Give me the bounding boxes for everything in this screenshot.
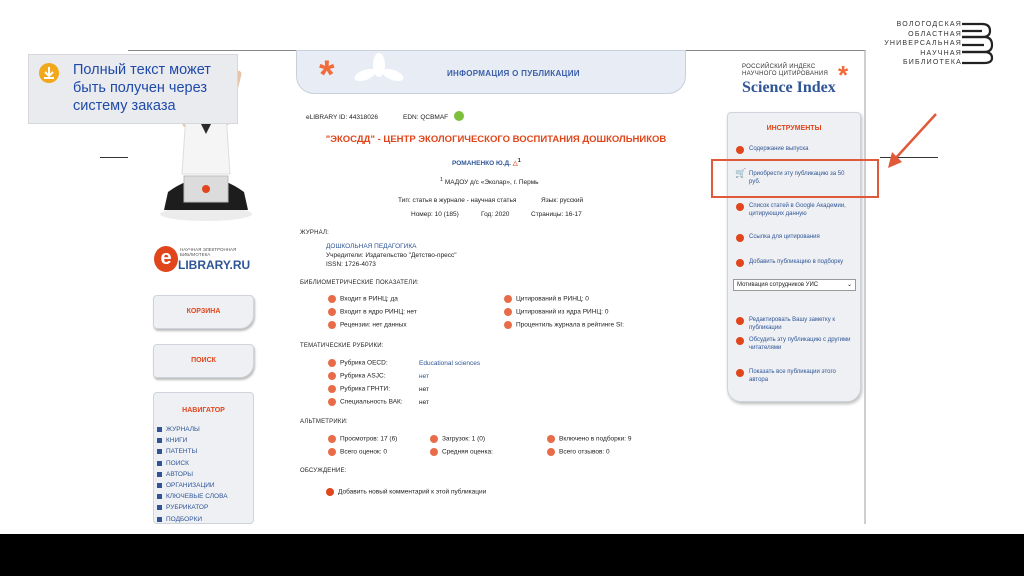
rubric-item — [328, 385, 390, 393]
navigator-item-keywords[interactable]: КЛЮЧЕВЫЕ СЛОВА — [154, 491, 253, 502]
chevron-down-icon: ⌄ — [846, 282, 852, 288]
navigator-item-journals[interactable]: ЖУРНАЛЫ — [154, 424, 253, 435]
journal-section-title: ЖУРНАЛ: — [300, 230, 329, 236]
publication-type: Тип: статья в журнале - научная статья — [398, 197, 517, 204]
metric-text: Входит в РИНЦ: да — [340, 295, 398, 303]
navigator-title: НАВИГАТОР — [182, 407, 225, 414]
navigator-panel — [153, 392, 254, 524]
help-icon[interactable] — [430, 435, 438, 443]
rubric-value-link[interactable]: нет — [419, 373, 429, 380]
altmetric-text: Включено в подборки: 9 — [559, 435, 632, 443]
tool-label: Приобрести эту публикацию за 50 руб. — [749, 171, 845, 185]
altmetric-item — [328, 448, 387, 456]
help-icon[interactable] — [504, 295, 512, 303]
divider-left — [100, 157, 128, 158]
navigator-item-collections[interactable]: ПОДБОРКИ — [154, 514, 253, 525]
help-icon[interactable] — [328, 385, 336, 393]
metric-text: Рецензии: нет данных — [340, 321, 407, 329]
metric-item — [504, 295, 589, 303]
play-icon — [736, 369, 744, 377]
arrow-icon — [880, 112, 940, 172]
tool-discuss[interactable] — [736, 337, 856, 352]
add-comment-link[interactable] — [326, 488, 486, 496]
affiliation[interactable]: МАДОУ д/с «Эколар», г. Пермь — [444, 179, 539, 187]
navigator-item-books[interactable]: КНИГИ — [154, 435, 253, 446]
science-index-line: РОССИЙСКИЙ ИНДЕКС — [742, 64, 816, 70]
add-comment-text: Добавить новый комментарий к этой публикации — [338, 488, 487, 496]
navigator-item-organizations[interactable]: ОРГАНИЗАЦИИ — [154, 480, 253, 491]
help-icon[interactable] — [430, 448, 438, 456]
cart-icon: 🛒 — [735, 168, 747, 178]
metric-text: Цитирований из ядра РИНЦ: 0 — [516, 308, 609, 316]
rubric-item — [328, 372, 385, 380]
altmetrics-section-title: АЛЬТМЕТРИКИ: — [300, 419, 348, 425]
tool-issue-contents[interactable] — [736, 146, 856, 154]
altmetric-item — [430, 448, 493, 456]
tool-label: Добавить публикацию в подборку — [749, 259, 844, 265]
rubric-label: Рубрика OECD: — [340, 359, 388, 367]
journal-issn: ISSN: 1726-4073 — [326, 261, 376, 268]
rubric-label: Специальность ВАК: — [340, 398, 403, 406]
metric-text: Входит в ядро РИНЦ: нет — [340, 308, 417, 316]
library-logo-line: ОБЛАСТНАЯ — [908, 30, 962, 38]
publication-language: Язык: русский — [541, 197, 584, 204]
tool-label: Обсудить эту публикацию с другими читателями — [749, 337, 851, 351]
tool-label: Ссылка для цитирования — [749, 234, 820, 240]
elibrary-tagline-line: НАУЧНАЯ ЭЛЕКТРОННАЯ — [180, 247, 237, 252]
help-icon[interactable] — [328, 448, 336, 456]
download-icon — [39, 63, 59, 83]
rubric-label: Рубрика ASJC: — [340, 372, 386, 380]
navigator-item-patents[interactable]: ПАТЕНТЫ — [154, 446, 253, 457]
library-logo-line: НАУЧНАЯ — [920, 49, 962, 57]
help-icon[interactable] — [328, 295, 336, 303]
rubric-value: нет — [419, 386, 429, 393]
collection-select[interactable] — [733, 279, 856, 291]
help-icon[interactable] — [504, 321, 512, 329]
metric-item — [328, 308, 417, 316]
rubric-value-link[interactable]: Educational sciences — [419, 360, 481, 367]
library-logo-line: УНИВЕРСАЛЬНАЯ — [884, 40, 962, 47]
affiliation-sup: 1 — [440, 177, 444, 183]
help-icon[interactable] — [328, 359, 336, 367]
altmetric-item — [328, 435, 397, 443]
asterisk-shape-icon — [349, 51, 409, 91]
banner-title: ИНФОРМАЦИЯ О ПУБЛИКАЦИИ — [447, 69, 580, 78]
play-icon — [736, 146, 744, 154]
publication-info-banner — [296, 50, 686, 97]
help-icon[interactable] — [328, 321, 336, 329]
tool-label: Содержание выпуска — [749, 146, 809, 152]
altmetric-text: Загрузок: 1 (0) — [442, 435, 486, 443]
highlight-box — [711, 159, 879, 198]
metric-item — [328, 321, 407, 329]
altmetric-text: Средняя оценка: — [442, 448, 493, 456]
altmetric-text: Всего отзывов: 0 — [559, 448, 610, 456]
help-icon[interactable] — [328, 398, 336, 406]
altmetric-text: Просмотров: 17 (6) — [340, 435, 398, 443]
tools-title: ИНСТРУМЕНТЫ — [766, 125, 822, 132]
publication-number: Номер: 10 (185) — [411, 211, 459, 218]
publication-year: Год: 2020 — [481, 211, 510, 218]
rubrics-section-title: ТЕМАТИЧЕСКИЕ РУБРИКИ: — [300, 343, 384, 349]
elibrary-e-icon: e — [154, 246, 178, 272]
play-icon — [736, 317, 744, 325]
metric-text: Цитирований в РИНЦ: 0 — [516, 295, 589, 303]
rubric-item — [328, 398, 403, 406]
discussion-section-title: ОБСУЖДЕНИЕ: — [300, 468, 347, 474]
rubric-label: Рубрика ГРНТИ: — [340, 385, 391, 393]
tool-label: Список статей в Google Академии, цитирующих данную — [749, 203, 846, 217]
play-icon — [736, 259, 744, 267]
tool-citation-link[interactable] — [736, 234, 856, 242]
rubric-item — [328, 359, 388, 367]
publication-pages: Страницы: 16-17 — [531, 211, 582, 218]
tools-panel — [727, 112, 861, 402]
elibrary-tagline — [180, 247, 236, 257]
help-icon[interactable] — [504, 308, 512, 316]
tool-label: Редактировать Вашу заметку к публикации — [749, 317, 836, 331]
cart-button[interactable]: КОРЗИНА — [153, 295, 254, 329]
order-note — [28, 54, 238, 124]
metric-item — [328, 295, 398, 303]
collection-select-value: Мотивация сотрудников УИС — [737, 282, 819, 288]
bottom-bar — [0, 534, 1024, 576]
play-icon — [326, 488, 334, 496]
play-icon — [736, 337, 744, 345]
publication-title: "ЭКОСДД" - ЦЕНТР ЭКОЛОГИЧЕСКОГО ВОСПИТАНИЯ ДОШКОЛЬНИКОВ — [325, 134, 667, 145]
search-button[interactable]: ПОИСК — [153, 344, 254, 378]
tool-author-publications[interactable] — [736, 369, 856, 384]
navigator-item-search[interactable]: ПОИСК — [154, 458, 253, 469]
elibrary-tagline-line: БИБЛИОТЕКА — [180, 252, 211, 257]
metric-text: Процентиль журнала в рейтинге SI: — [516, 321, 624, 329]
library-logo-line: БИБЛИОТЕКА — [903, 59, 962, 66]
order-note-text: Полный текст может быть получен через систему заказа — [73, 62, 211, 114]
elibrary-name: LIBRARY.RU — [178, 258, 251, 272]
navigator-item-rubricator[interactable]: РУБРИКАТОР — [154, 502, 253, 513]
altmetric-item — [547, 435, 632, 443]
tool-add-to-collection[interactable] — [736, 259, 856, 267]
altmetric-item — [547, 448, 610, 456]
help-icon[interactable] — [328, 435, 336, 443]
tool-label: Показать все публикации этого автора — [749, 369, 836, 383]
library-logo-icon — [960, 20, 994, 66]
tool-edit-note[interactable] — [736, 317, 856, 332]
help-icon[interactable] — [547, 448, 555, 456]
metric-item — [504, 308, 608, 316]
altmetric-text: Всего оценок: 0 — [340, 448, 388, 456]
journal-founder: Учредители: Издательство "Детство-пресс" — [326, 252, 457, 259]
asterisk-icon: * — [838, 60, 849, 90]
metric-item — [504, 321, 624, 329]
elibrary-logo[interactable] — [152, 244, 262, 276]
bibliometrics-section-title: БИБЛИОМЕТРИЧЕСКИЕ ПОКАЗАТЕЛИ: — [300, 280, 419, 286]
journal-name[interactable]: ДОШКОЛЬНАЯ ПЕДАГОГИКА — [326, 243, 417, 250]
library-logo-line: ВОЛОГОДСКАЯ — [896, 21, 962, 28]
science-index-logo[interactable] — [742, 60, 872, 97]
rubric-value: нет — [419, 399, 429, 406]
play-icon — [736, 234, 744, 242]
warning-icon: △ — [512, 160, 518, 168]
help-icon[interactable] — [328, 308, 336, 316]
open-access-icon — [454, 111, 464, 121]
play-icon — [736, 203, 744, 211]
asterisk-icon: * — [319, 53, 335, 97]
altmetric-item — [430, 435, 485, 443]
science-index-name: Science Index — [742, 79, 836, 96]
help-icon[interactable] — [328, 372, 336, 380]
library-logo — [884, 20, 1008, 66]
tool-google-scholar[interactable] — [736, 203, 856, 218]
edn-code: EDN: QCBMAF — [403, 114, 449, 121]
science-index-line: НАУЧНОГО ЦИТИРОВАНИЯ — [742, 71, 829, 77]
author-line — [452, 158, 521, 167]
author-name[interactable]: РОМАНЕНКО Ю.Д. — [452, 160, 511, 168]
elibrary-id: eLIBRARY ID: 44318026 — [306, 114, 379, 121]
author-sup: 1 — [517, 158, 521, 164]
affiliation-line — [440, 177, 539, 186]
navigator-item-authors[interactable]: АВТОРЫ — [154, 469, 253, 480]
help-icon[interactable] — [547, 435, 555, 443]
